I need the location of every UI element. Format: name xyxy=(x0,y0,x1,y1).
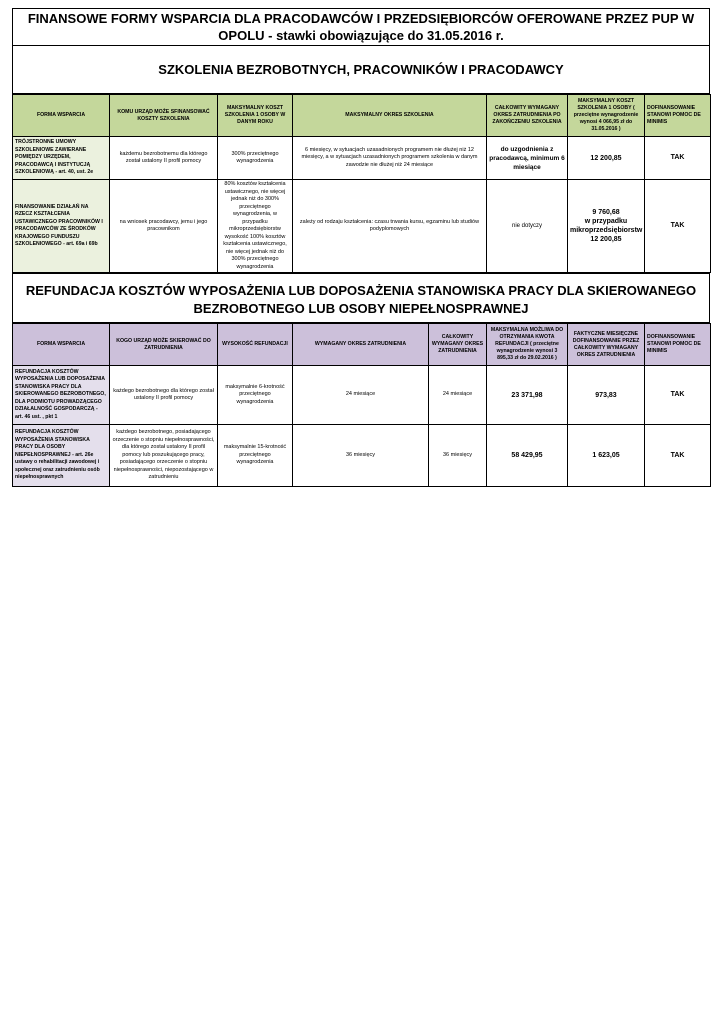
eligibility-cell: na wniosek pracodawcy, jemu i jego pracownikom xyxy=(110,180,218,273)
column-header: CAŁKOWITY WYMAGANY OKRES ZATRUDNIENIA PO ZAKOŃCZENIU SZKOLENIA xyxy=(487,95,568,137)
column-header: KOGO URZĄD MOŻE SKIEROWAĆ DO ZATRUDNIENIA xyxy=(110,324,218,366)
max-cost-cell: 300% przeciętnego wynagrodzenia xyxy=(218,137,293,180)
document-sheet xyxy=(12,8,710,487)
column-header: WYSOKOŚĆ REFUNDACJI xyxy=(218,324,293,366)
refund-cell: maksymalnie 15-krotność przeciętnego wynagrodzenia xyxy=(218,425,293,487)
column-header: WYMAGANY OKRES ZATRUDNIENIA xyxy=(293,324,429,366)
column-header: FAKTYCZNE MIESIĘCZNE DOFINANSOWANIE PRZEZ CAŁKOWITY WYMAGANY OKRES ZATRUDNIENIA xyxy=(568,324,645,366)
column-header: DOFINANSOWANIE STANOWI POMOC DE MINIMIS xyxy=(645,324,711,366)
period-cell: zależy od rodzaju kształcenia: czasu trwania kursu, egzaminu lub studiów podyplomowych xyxy=(293,180,487,273)
page-title: FINANSOWE FORMY WSPARCIA DLA PRACODAWCÓW I PRZEDSIĘBIORCÓW OFEROWANE PRZEZ PUP W OPOLU - stawki obowiązujące do 31.05.2016 r. xyxy=(12,8,710,46)
support-form-cell: REFUNDACJA KOSZTÓW WYPOSAŻENIA STANOWISKA PRACY DLA OSOBY NIEPEŁNOSPRAWNEJ - art. 26e ustawy o rehabilitacji zawodowej i społecznej oraz zatrudnieniu osób niepełnosprawnych xyxy=(13,425,110,487)
amount-cell: 9 760,68 w przypadku mikroprzedsiębiorstw 12 200,85 xyxy=(568,180,645,273)
total-period-cell: 24 miesiące xyxy=(429,366,487,425)
table-row xyxy=(13,180,711,273)
column-header: MAKSYMALNY OKRES SZKOLENIA xyxy=(293,95,487,137)
support-form-cell: REFUNDACJA KOSZTÓW WYPOSAŻENIA LUB DOPOSAŻENIA STANOWISKA PRACY DLA SKIEROWANEGO BEZROBOTNEGO, DLA PODMIOTU PROWADZĄCEGO DZIAŁALNOŚĆ GOSPODARCZĄ - art. 46 ust. , pkt 1 xyxy=(13,366,110,425)
monthly-cell: 973,83 xyxy=(568,366,645,425)
table-header-row xyxy=(13,95,711,137)
refund-table xyxy=(12,323,711,487)
employment-cell: do uzgodnienia z pracodawcą, minimum 6 miesiące xyxy=(487,137,568,180)
column-header: KOMU URZĄD MOŻE SFINANSOWAĆ KOSZTY SZKOLENIA xyxy=(110,95,218,137)
column-header: CAŁKOWITY WYMAGANY OKRES ZATRUDNIENIA xyxy=(429,324,487,366)
column-header: DOFINANSOWANIE STANOWI POMOC DE MINIMIS xyxy=(645,95,711,137)
table-row xyxy=(13,137,711,180)
amount-cell: 12 200,85 xyxy=(568,137,645,180)
max-amount-cell: 23 371,98 xyxy=(487,366,568,425)
eligibility-cell: każdemu bezrobotnemu dla którego został ustalony II profil pomocy xyxy=(110,137,218,180)
column-header: MAKSYMALNY KOSZT SZKOLENIA 1 OSOBY ( przeciętne wynagrodzenie wynosi 4 066,95 zł do 31.05.2016 ) xyxy=(568,95,645,137)
table-row xyxy=(13,366,711,425)
column-header: FORMA WSPARCIA xyxy=(13,324,110,366)
max-cost-cell: 80% kosztów kształcenia ustawicznego, nie więcej jednak niż do 300% przeciętnego wynagrodzenia, w przypadku mikroprzedsiębiorstw wysokość 100% kosztów kształcenia ustawicznego, nie więcej jednak niż do 300% przeciętnego wynagrodzenia xyxy=(218,180,293,273)
employment-cell: nie dotyczy xyxy=(487,180,568,273)
column-header: MAKSYMALNA MOŻLIWA DO OTRZYMANIA KWOTA REFUNDACJI ( przeciętne wynagrodzenie wynosi 3 895,33 zł do 29.02.2016 ) xyxy=(487,324,568,366)
period-cell: 24 miesiące xyxy=(293,366,429,425)
eligibility-cell: każdego bezrobotnego dla którego został ustalony II profil pomocy xyxy=(110,366,218,425)
column-header: FORMA WSPARCIA xyxy=(13,95,110,137)
max-amount-cell: 58 429,95 xyxy=(487,425,568,487)
section2-title: REFUNDACJA KOSZTÓW WYPOSAŻENIA LUB DOPOSAŻENIA STANOWISKA PRACY DLA SKIEROWANEGO BEZROBOTNEGO LUB OSOBY NIEPEŁNOSPRAWNEJ xyxy=(12,273,710,323)
support-form-cell: TRÓJSTRONNE UMOWY SZKOLENIOWE ZAWIERANE POMIĘDZY URZĘDEM, PRACODAWCĄ I INSTYTUCJĄ SZKOLENIOWĄ - art. 40, ust. 2e xyxy=(13,137,110,180)
table-header-row xyxy=(13,324,711,366)
monthly-cell: 1 623,05 xyxy=(568,425,645,487)
period-cell: 36 miesięcy xyxy=(293,425,429,487)
support-form-cell: FINANSOWANIE DZIAŁAŃ NA RZECZ KSZTAŁCENIA USTAWICZNEGO PRACOWNIKÓW I PRACODAWCÓW ZE ŚRODKÓW KRAJOWEGO FUNDUSZU SZKOLENIOWEGO - art. 69a i 69b xyxy=(13,180,110,273)
column-header: MAKSYMALNY KOSZT SZKOLENIA 1 OSOBY W DANYM ROKU xyxy=(218,95,293,137)
table-row xyxy=(13,425,711,487)
de-minimis-cell: TAK xyxy=(645,425,711,487)
refund-cell: maksymalnie 6-krotność przeciętnego wynagrodzenia xyxy=(218,366,293,425)
eligibility-cell: każdego bezrobotnego, posiadającego orzeczenie o stopniu niepełnosprawności, dla którego został ustalony II profil pomocy lub poszukującego pracy, posiadającego orzeczenie o stopniu niepełnosprawności, niepozostającego w zatrudnieniu xyxy=(110,425,218,487)
section1-title: SZKOLENIA BEZROBOTNYCH, PRACOWNIKÓW I PRACODAWCY xyxy=(12,46,710,94)
de-minimis-cell: TAK xyxy=(645,180,711,273)
training-table xyxy=(12,94,711,273)
de-minimis-cell: TAK xyxy=(645,137,711,180)
de-minimis-cell: TAK xyxy=(645,366,711,425)
period-cell: 6 miesięcy, w sytuacjach uzasadnionych programem nie dłużej niż 12 miesięcy, a w sytuacjach uzasadnionych programem szkolenia w danym zawodzie nie dłużej niż 24 miesiące xyxy=(293,137,487,180)
total-period-cell: 36 miesięcy xyxy=(429,425,487,487)
